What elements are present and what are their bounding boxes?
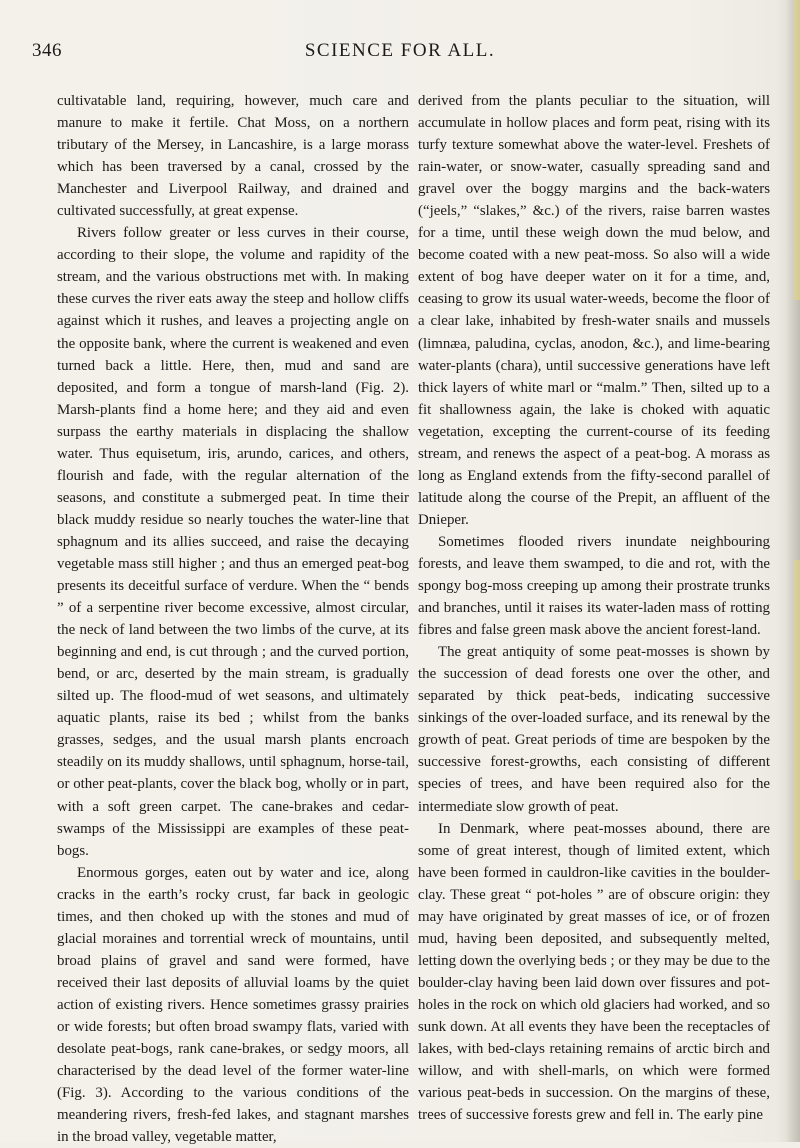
paragraph: Enormous gorges, eaten out by water and ice, along cracks in the earth’s rocky crust, far back in geologic times, and then choked up with the stones and mud of glacial moraines and torrential wreck of mountains, until broad plains of gravel and sand were formed, have received their last deposits of alluvial loams by the quiet action of existing rivers. Hence sometimes grassy prairies or wide forests; but often broad swampy flats, varied with desolate peat-bogs, rank cane-brakes, or sedgy moors, all characterised by the dead level of the former water-line (Fig. 3). According to the various conditions of the meandering rivers, fresh-fed lakes, and stagnant marshes in the broad valley, vegetable matter, <box>57 864 409 1146</box>
paragraph: The great antiquity of some peat-mosses is shown by the succession of dead forests one over the other, and separated by thick peat-beds, indicating successive sinkings of the over-loaded surface, and its renewal by the growth of peat. Great periods of time are bespoken by the successive forest-growths, each consisting of different species of trees, and have been required also for the intermediate slow growth of peat. <box>418 644 770 815</box>
paragraph: cultivatable land, requiring, however, much care and manure to make it fertile. Chat Moss, on a northern tributary of the Mersey, in Lancashire, is a large morass which has been traversed by a canal, crossed by the Manchester and Liverpool Railway, and drained and cultivated successfully, at great expense. <box>57 93 409 220</box>
page-header <box>0 40 800 70</box>
paragraph: In Denmark, where peat-mosses abound, there are some of great interest, though of limited extent, which have been formed in cauldron-like cavities in the boulder-clay. These great “ pot-holes ” are of obscure origin: they may have originated by great masses of ice, or of frozen mud, having been deposited, and subsequently melted, letting down the overlying beds ; or they may be due to the boulder-clay having been laid down over fissures and pot-holes in the rock on which old glaciers had worked, and so sunk down. At all events they have been the receptacles of lakes, with bed-clays retaining remains of arctic birch and willow, and with shell-marls, on which were formed various peat-beds in succession. On the margins of these, trees of successive forests grew and fell in. The early pine <box>418 820 770 1124</box>
page-number: 346 <box>32 40 62 61</box>
left-column <box>57 90 409 1146</box>
paragraph: Sometimes flooded rivers inundate neighbouring forests, and leave them swamped, to die and rot, with the spongy bog-moss creeping up among their prostrate trunks and branches, until it raises its water-laden mass of rotting fibres and false green mask above the ancient forest-land. <box>418 533 770 639</box>
page-edge-tint-middle <box>794 560 800 880</box>
paragraph: Rivers follow greater or less curves in their course, according to their slope, the volume and rapidity of the stream, and the various obstructions met with. In making these curves the river eats away the steep and hollow cliffs against which it rushes, and leaves a projecting angle on the opposite bank, where the current is weakened and even turned back a little. Here, then, mud and sand are deposited, and form a tongue of marsh-land (Fig. 2). Marsh-plants find a home here; and they aid and even surpass the earthy materials in displacing the shallow water. Thus equisetum, iris, arundo, carices, and others, flourish and fade, with the regular alternation of the seasons, and constitute a submerged peat. In time their black muddy residue so nearly touches the water-line that sphagnum and its allies succeed, and raise the decaying vegetable mass still higher ; and thus an emerged peat-bog presents its deceitful surface of verdure. When the “ bends ” of a serpentine river become excessive, almost circular, the neck of land between the two limbs of the curve, at its beginning and end, is cut through ; and the curved portion, bend, or arc, deserted by the main stream, is gradually silted up. The flood-mud of wet seasons, and ultimately aquatic plants, raise its bed ; whilst from the banks grasses, sedges, and the usual marsh plants encroach steadily on its muddy shallows, until sphagnum, horse-tail, or other peat-plants, cover the black bog, wholly or in part, with a soft green carpet. The cane-brakes and cedar-swamps of the Mississippi are examples of these peat-bogs. <box>57 225 409 859</box>
right-column <box>418 90 770 1130</box>
paragraph: derived from the plants peculiar to the situation, will accumulate in hollow places and form peat, rising with its turfy texture somewhat above the water-level. Freshets of rain-water, or snow-water, casually spreading sand and gravel over the boggy margins and the back-waters (“jeels,” “slakes,” &c.) of the rivers, raise barren wastes for a time, until these weigh down the mud below, and become coated with a new peat-moss. So also will a wide extent of bog have deeper water on it for a time, and, ceasing to grow its usual water-weeds, become the floor of a clear lake, inhabited by fresh-water snails and mussels (limnæa, paludina, cyclas, anodon, &c.), and lime-bearing water-plants (chara), until successive generations have left thick layers of white marl or “malm.” Then, silted up to a fit shallowness again, the lake is choked with aquatic vegetation, excepting the current-course of its feeding stream, and renews the aspect of a peat-bog. A morass as long as England extends from the fifty-second parallel of latitude along the course of the Prepit, an affluent of the Dnieper. <box>418 93 770 528</box>
running-head: SCIENCE FOR ALL. <box>304 40 496 61</box>
